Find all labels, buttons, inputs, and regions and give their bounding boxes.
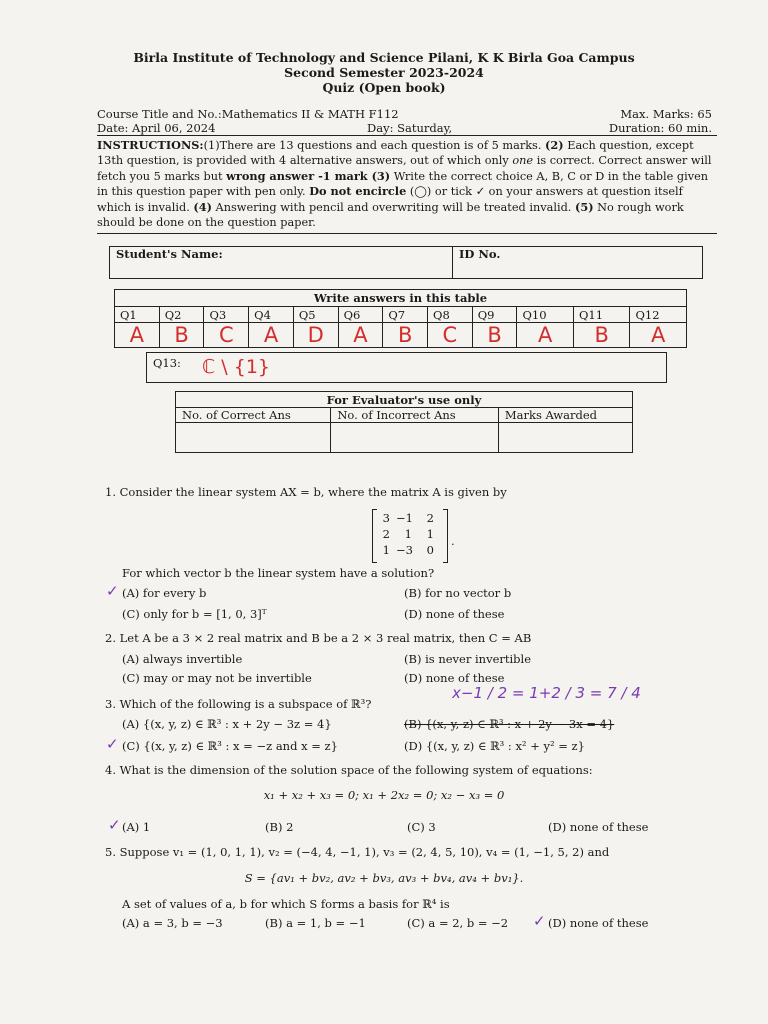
q13-label: Q13: xyxy=(153,356,181,370)
matrix-entry: 2 xyxy=(382,527,390,541)
q1-option-d: (D) none of these xyxy=(404,607,505,621)
q3-text: 3. Which of the following is a subspace of ℝ³? xyxy=(105,697,372,711)
answer-value-row xyxy=(115,323,687,348)
answer-header-q8: Q8 xyxy=(428,307,473,323)
matrix-entry: 1 xyxy=(404,527,412,541)
correct-count-header: No. of Correct Ans xyxy=(176,408,331,423)
answer-header-q5: Q5 xyxy=(293,307,338,323)
q1-matrix xyxy=(372,509,448,561)
answer-cell-q2[interactable]: B xyxy=(159,323,204,348)
q1-tick-icon: ✓ xyxy=(106,582,119,600)
evaluator-table xyxy=(175,391,633,453)
q3-option-a: (A) {(x, y, z) ∈ ℝ³ : x + 2y − 3z = 4} xyxy=(122,717,332,731)
correct-count-cell[interactable] xyxy=(176,423,331,453)
student-id-field[interactable]: ID No. xyxy=(453,247,703,279)
q2-option-d: (D) none of these xyxy=(404,671,505,685)
answer-header-q12: Q12 xyxy=(630,307,687,323)
q1-followup: For which vector b the linear system have a solution? xyxy=(122,566,435,580)
q13-answer: ℂ \ {1} xyxy=(202,356,271,378)
exam-duration: Duration: 60 min. xyxy=(608,121,712,135)
answer-cell-q1[interactable]: A xyxy=(115,323,160,348)
answer-cell-q12[interactable]: A xyxy=(630,323,687,348)
quiz-title: Quiz (Open book) xyxy=(322,80,446,95)
q1-option-b: (B) for no vector b xyxy=(404,586,512,600)
answer-cell-q9[interactable]: B xyxy=(472,323,517,348)
q2-text: 2. Let A be a 3 × 2 real matrix and B be a 2 × 3 real matrix, then C = AB xyxy=(105,631,532,645)
q5-option-d: (D) none of these xyxy=(548,916,649,930)
matrix-entry: 0 xyxy=(426,543,434,557)
q5-option-c: (C) a = 2, b = −2 xyxy=(407,916,509,930)
q2-option-b: (B) is never invertible xyxy=(404,652,532,666)
q13-cell[interactable] xyxy=(147,353,667,383)
answer-cell-q6[interactable]: A xyxy=(338,323,383,348)
answer-header-q6: Q6 xyxy=(338,307,383,323)
q3-option-b: (B) {(x, y, z) ∈ ℝ³ : x + 2y − 3x = 4} xyxy=(404,717,615,731)
answer-cell-q10[interactable]: A xyxy=(517,323,574,348)
header-rule xyxy=(97,135,717,136)
answer-header-q1: Q1 xyxy=(115,307,160,323)
answer-table xyxy=(114,289,687,348)
answer-cell-q5[interactable]: D xyxy=(293,323,338,348)
q4-tick-icon: ✓ xyxy=(108,816,121,834)
q3-option-c: (C) {(x, y, z) ∈ ℝ³ : x = −z and x = z} xyxy=(122,739,338,753)
q1-option-a: (A) for every b xyxy=(122,586,207,600)
exam-day: Day: Saturday, xyxy=(367,121,453,135)
matrix-entry: 3 xyxy=(382,511,390,525)
q3-tick-icon: ✓ xyxy=(106,735,119,753)
student-info-table xyxy=(109,246,703,279)
instructions: INSTRUCTIONS:(1)There are 13 questions and each question is of 5 marks. (2) Each question, except 13th question, is provided with 4 alternative answers, out of which only one is correct. Correct answer will fetch you 5 marks but wrong answer -1 mark (3) Write the correct choice A, B, C or D in the table given in this question paper with pen only. Do not encircle (◯) or tick ✓ on your answers at question itself which is invalid. (4) Answering with pencil and overwriting will be treated invalid. (5) No rough work should be done on the question paper. xyxy=(97,138,712,230)
q5-set: S = {av₁ + bv₂, av₂ + bv₃, av₃ + bv₄, av₄ + bv₁}. xyxy=(244,871,524,885)
matrix-entry: −1 xyxy=(396,511,413,525)
q4-option-d: (D) none of these xyxy=(548,820,649,834)
q5-tick-icon: ✓ xyxy=(533,912,546,930)
matrix-entry: 1 xyxy=(382,543,390,557)
q4-text: 4. What is the dimension of the solution space of the following system of equations: xyxy=(105,763,593,777)
q2-option-c: (C) may or may not be invertible xyxy=(122,671,312,685)
q3-margin-scribble: x−1 / 2 = 1+2 / 3 = 7 / 4 xyxy=(452,684,641,702)
instructions-rule xyxy=(97,233,717,234)
q5-option-a: (A) a = 3, b = −3 xyxy=(122,916,223,930)
answer-cell-q4[interactable]: A xyxy=(249,323,294,348)
matrix-entry: 2 xyxy=(426,511,434,525)
q5-option-b: (B) a = 1, b = −1 xyxy=(265,916,366,930)
q3-option-d: (D) {(x, y, z) ∈ ℝ³ : x² + y² = z} xyxy=(404,739,585,753)
incorrect-count-header: No. of Incorrect Ans xyxy=(331,408,499,423)
semester-title: Second Semester 2023-2024 xyxy=(284,65,484,80)
q1-option-c: (C) only for b = [1, 0, 3]ᵀ xyxy=(122,607,267,621)
q4-option-c: (C) 3 xyxy=(407,820,436,834)
matrix-entry: 1 xyxy=(426,527,434,541)
q13-table xyxy=(146,352,667,383)
q1-matrix-period: . xyxy=(451,534,455,548)
answer-header-q3: Q3 xyxy=(204,307,249,323)
q4-option-b: (B) 2 xyxy=(265,820,294,834)
matrix-right-bracket xyxy=(443,509,448,563)
course-info: Course Title and No.:Mathematics II & MATH F112 xyxy=(97,107,399,121)
evaluator-title: For Evaluator's use only xyxy=(176,392,633,408)
institute-title: Birla Institute of Technology and Science Pilani, K K Birla Goa Campus xyxy=(133,50,635,65)
answer-header-q4: Q4 xyxy=(249,307,294,323)
q5-followup: A set of values of a, b for which S forms a basis for ℝ⁴ is xyxy=(122,897,450,911)
answer-header-q11: Q11 xyxy=(573,307,630,323)
exam-date: Date: April 06, 2024 xyxy=(97,121,216,135)
marks-awarded-cell[interactable] xyxy=(498,423,632,453)
answer-cell-q11[interactable]: B xyxy=(573,323,630,348)
q2-option-a: (A) always invertible xyxy=(122,652,243,666)
answer-cell-q3[interactable]: C xyxy=(204,323,249,348)
answer-header-q9: Q9 xyxy=(472,307,517,323)
marks-awarded-header: Marks Awarded xyxy=(498,408,632,423)
max-marks: Max. Marks: 65 xyxy=(620,107,712,121)
answer-header-q2: Q2 xyxy=(159,307,204,323)
instructions-label: INSTRUCTIONS: xyxy=(97,138,204,152)
q1-text: 1. Consider the linear system AX = b, where the matrix A is given by xyxy=(105,485,507,499)
answer-header-q7: Q7 xyxy=(383,307,428,323)
answer-header-q10: Q10 xyxy=(517,307,574,323)
matrix-entry: −3 xyxy=(396,543,413,557)
answer-cell-q8[interactable]: C xyxy=(428,323,473,348)
q4-option-a: (A) 1 xyxy=(122,820,151,834)
q5-text: 5. Suppose v₁ = (1, 0, 1, 1), v₂ = (−4, 4, −1, 1), v₃ = (2, 4, 5, 10), v₄ = (1, −1, 5, 2) and xyxy=(105,845,610,859)
incorrect-count-cell[interactable] xyxy=(331,423,499,453)
answer-header-row xyxy=(115,307,687,323)
answer-cell-q7[interactable]: B xyxy=(383,323,428,348)
q4-equations: x₁ + x₂ + x₃ = 0; x₁ + 2x₂ = 0; x₂ − x₃ = 0 xyxy=(263,788,505,802)
answer-table-title: Write answers in this table xyxy=(115,290,687,307)
student-name-field[interactable]: Student's Name: xyxy=(110,247,453,279)
